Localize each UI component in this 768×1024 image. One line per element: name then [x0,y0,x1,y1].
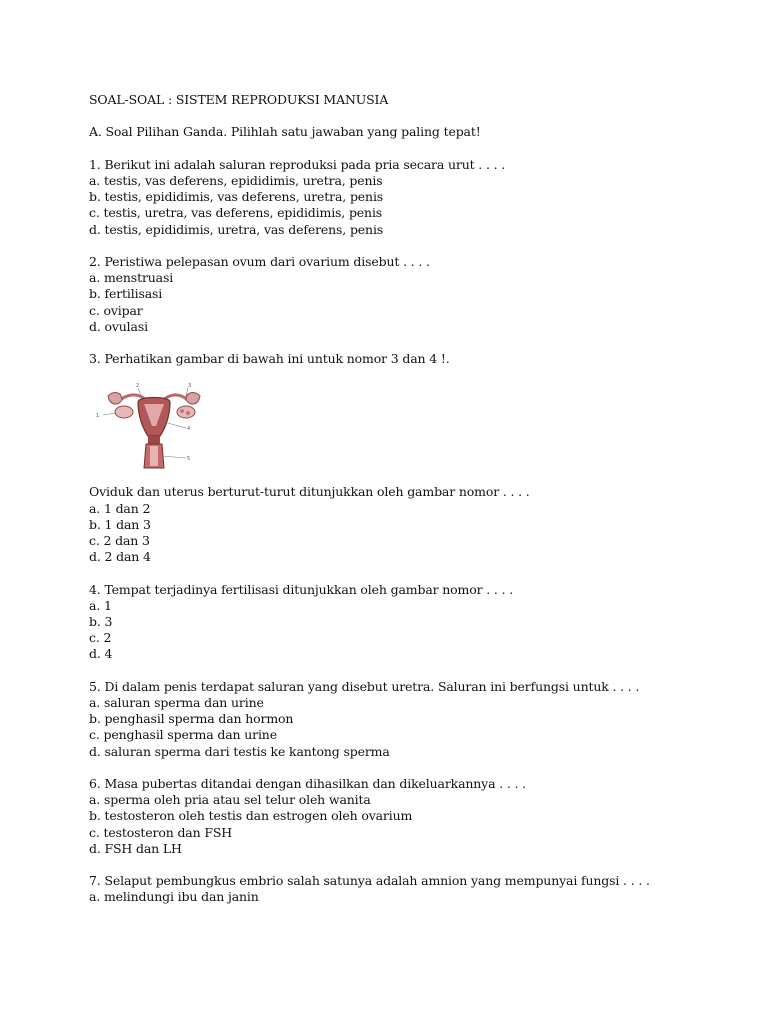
section-a-instruction: A. Soal Pilihan Ganda. Pilihlah satu jawaban yang paling tepat! [89,124,481,140]
question-2-option-a: a. menstruasi [89,270,174,286]
question-3-option-a: a. 1 dan 2 [89,500,151,516]
question-2-option-d: d. ovulasi [89,318,148,334]
uterus-diagram [94,382,214,472]
question-3: 3. Perhatikan gambar di bawah ini untuk nomor 3 dan 4 !. [89,351,450,367]
figure-label-2: 2 [136,383,140,390]
question-2-option-c: c. ovipar [89,302,143,318]
question-6-option-c: c. testosteron dan FSH [89,824,233,840]
figure-label-1: 1 [96,413,100,420]
question-5: 5. Di dalam penis terdapat saluran yang disebut uretra. Saluran ini berfungsi untuk . . . . [89,678,640,694]
question-5-option-b: b. penghasil sperma dan hormon [89,711,294,727]
question-4-option-c: c. 2 [89,630,112,646]
question-3-subtext: Oviduk dan uterus berturut-turut ditunjukkan oleh gambar nomor . . . . [89,484,530,500]
female-reproductive-system-figure [94,382,214,472]
question-5-option-c: c. penghasil sperma dan urine [89,727,277,743]
question-6-option-d: d. FSH dan LH [89,840,182,856]
question-4-option-a: a. 1 [89,597,112,613]
figure-label-5: 5 [187,456,191,463]
question-4-option-b: b. 3 [89,614,113,629]
question-5-option-a: a. saluran sperma dan urine [89,695,264,710]
question-4: 4. Tempat terjadinya fertilisasi ditunjukkan oleh gambar nomor . . . . [89,581,514,597]
question-7-option-a: a. melindungi ibu dan janin [89,889,259,905]
question-7: 7. Selaput pembungkus embrio salah satunya adalah amnion yang mempunyai fungsi . . . . [89,873,650,889]
figure-label-3: 3 [188,383,192,390]
question-1-option-c: c. testis, uretra, vas deferens, epididimis, penis [89,205,383,221]
question-1-option-d: d. testis, epididimis, uretra, vas deferens, penis [89,221,384,237]
figure-label-4: 4 [187,426,191,433]
question-5-option-d: d. saluran sperma dari testis ke kantong sperma [89,743,390,759]
question-1-option-a: a. testis, vas deferens, epididimis, uretra, penis [89,172,383,188]
question-2-option-b: b. fertilisasi [89,286,163,302]
question-4-option-d: d. 4 [89,646,113,662]
question-6-option-b: b. testosteron oleh testis dan estrogen oleh ovarium [89,808,413,824]
question-3-option-d: d. 2 dan 4 [89,549,151,565]
document-title: SOAL-SOAL : SISTEM REPRODUKSI MANUSIA [89,92,389,107]
document-content [89,92,729,906]
question-3-option-c: c. 2 dan 3 [89,533,150,548]
question-3-option-b: b. 1 dan 3 [89,516,151,532]
question-2: 2. Peristiwa pelepasan ovum dari ovarium disebut . . . . [89,253,430,269]
question-6: 6. Masa pubertas ditandai dengan dihasilkan dan dikeluarkannya . . . . [89,776,526,791]
question-1: 1. Berikut ini adalah saluran reproduksi pada pria secara urut . . . . [89,156,506,172]
question-1-option-b: b. testis, epididimis, vas deferens, uretra, penis [89,189,384,205]
question-6-option-a: a. sperma oleh pria atau sel telur oleh wanita [89,792,371,808]
